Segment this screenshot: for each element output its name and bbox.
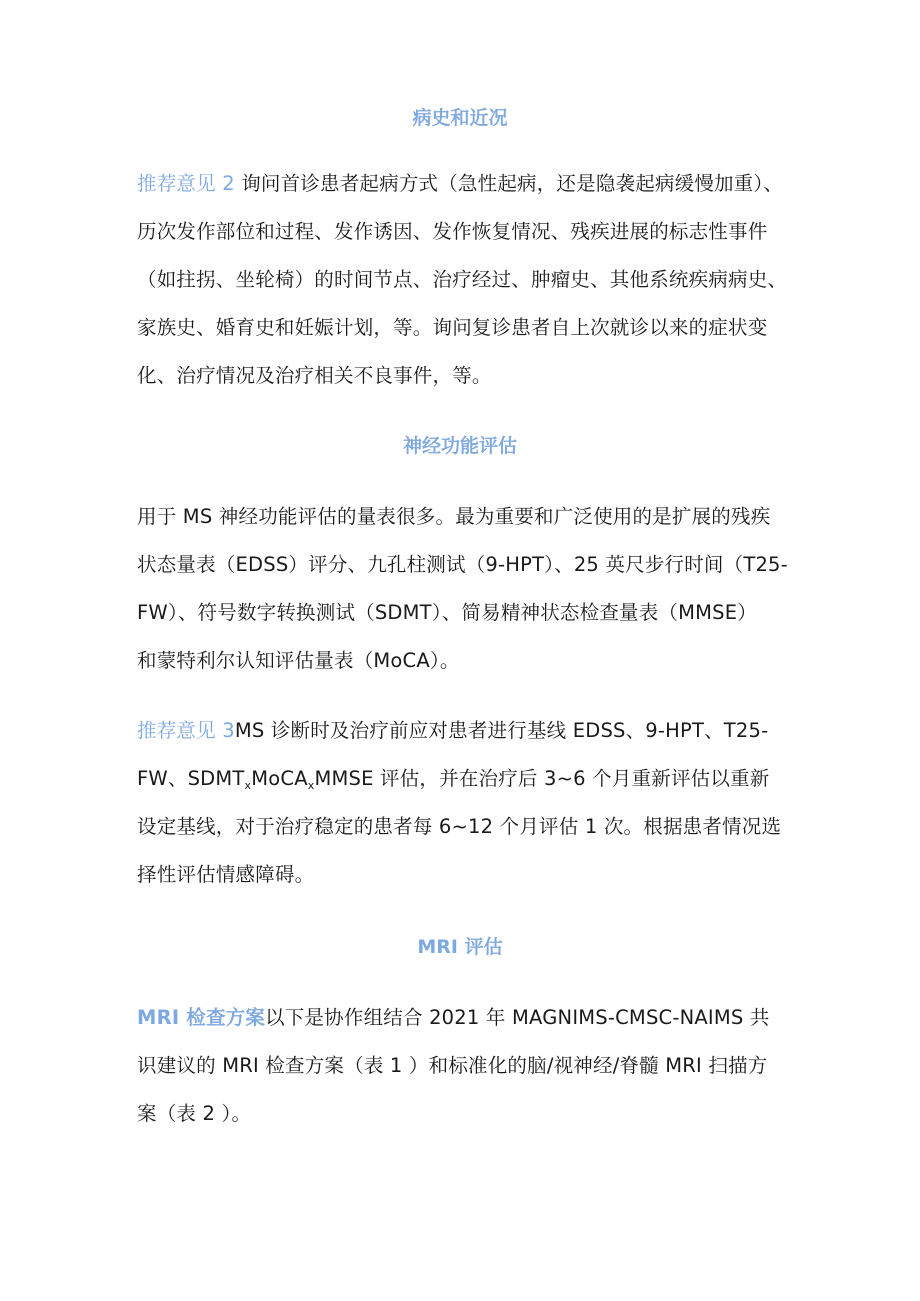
text-line: 历次发作部位和过程、发作诱因、发作恢复情况、残疾进展的标志性事件 <box>137 220 768 243</box>
neuro-scales-paragraph <box>137 493 797 685</box>
text-line <box>137 707 797 755</box>
text-span: 以下是协作组结合 2021 年 MAGNIMS-CMSC-NAIMS 共 <box>265 1006 770 1029</box>
text-line: 识建议的 MRI 检查方案（表 1 ）和标准化的脑/视神经/脊髓 MRI 扫描方 <box>137 1054 768 1077</box>
section-heading-mri-assessment: MRI 评估 <box>417 936 503 958</box>
text-line <box>137 755 797 803</box>
mri-protocol-label: MRI 检查方案 <box>137 1006 266 1029</box>
section-heading-neuro-assessment: 神经功能评估 <box>402 435 517 457</box>
mri-protocol-paragraph <box>137 994 797 1138</box>
text-span: MMSE 评估，并在治疗后 3~6 个月重新评估以重新 <box>314 767 770 790</box>
section-heading-history: 病史和近况 <box>412 107 508 129</box>
text-span: MoCA <box>251 767 308 790</box>
text-line: 状态量表（EDSS）评分、九孔柱测试（9-HPT）、25 英尺步行时间（T25- <box>137 553 788 576</box>
text-line: 家族史、婚育史和妊娠计划，等。询问复诊患者自上次就诊以来的症状变 <box>137 316 768 339</box>
text-line <box>137 994 797 1042</box>
recommendation-2-paragraph <box>137 160 797 400</box>
text-line: 和蒙特利尔认知评估量表（MoCA）。 <box>137 649 460 672</box>
text-span: MS 诊断时及治疗前应对患者进行基线 EDSS、9-HPT、T25- <box>234 719 769 742</box>
text-span: 询问首诊患者起病方式（急性起病，还是隐袭起病缓慢加重）、 <box>241 172 784 195</box>
recommendation-3-paragraph <box>137 707 797 899</box>
text-line: （如拄拐、坐轮椅）的时间节点、治疗经过、肿瘤史、其他系统疾病病史、 <box>137 268 788 291</box>
recommendation-label: 推荐意见 3 <box>137 719 235 742</box>
text-line: 化、治疗情况及治疗相关不良事件，等。 <box>137 364 492 387</box>
text-line: 择性评估情感障碍。 <box>137 863 315 886</box>
text-line: 设定基线，对于治疗稳定的患者每 6~12 个月评估 1 次。根据患者情况选 <box>137 815 782 838</box>
subscript: x <box>244 779 252 792</box>
text-span: FW、SDMT <box>137 767 245 790</box>
subscript: x <box>307 779 315 792</box>
text-line: 案（表 2 ）。 <box>137 1102 252 1125</box>
recommendation-label: 推荐意见 2 <box>137 172 235 195</box>
text-line: FW）、符号数字转换测试（SDMT）、简易精神状态检查量表（MMSE） <box>137 601 757 624</box>
text-line: 用于 MS 神经功能评估的量表很多。最为重要和广泛使用的是扩展的残疾 <box>137 505 771 528</box>
text-line <box>137 160 797 208</box>
